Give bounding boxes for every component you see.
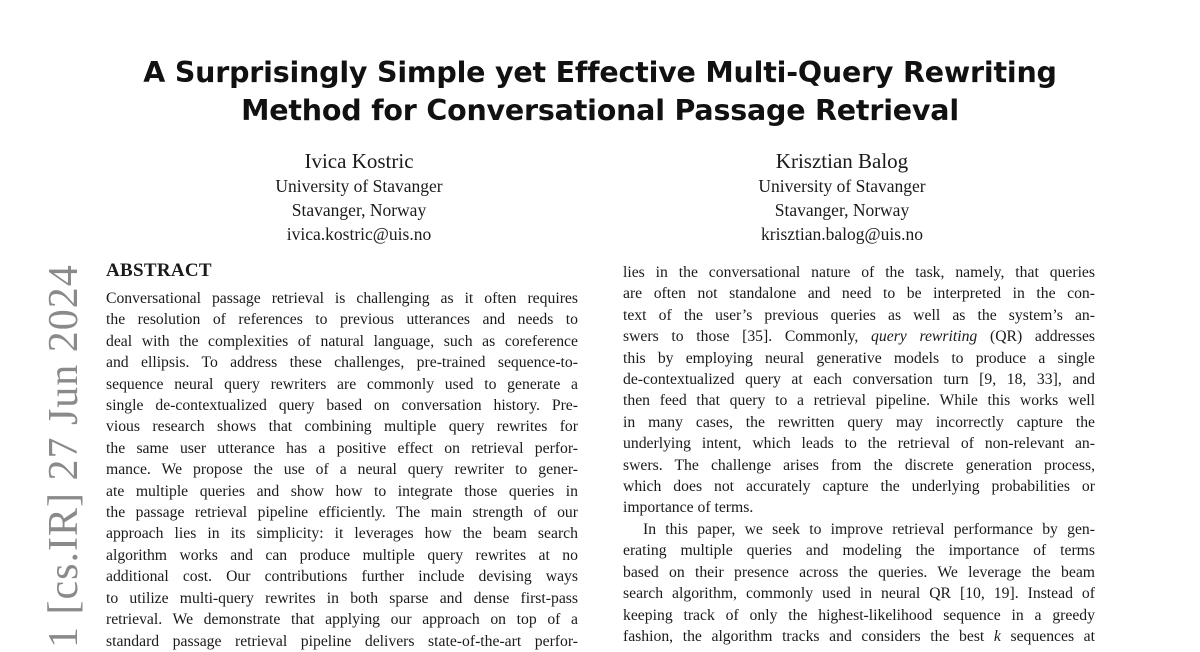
introduction-text [623,262,1095,647]
text-line: Conversational passage retrieval is challenging as it often requires [106,290,578,307]
text-line: the resolution of references to previous utterances and needs to [106,311,578,329]
author-affiliation: University of Stavanger [275,176,443,196]
author-name: Ivica Kostric [304,149,414,173]
text-line: vious research shows that combining multiple query rewrites for [106,418,578,436]
text-line: sequence neural query rewriters are commonly used to generate a [106,375,578,393]
text-line: search algorithm, commonly used in neural QR [10, 19]. Instead of [623,585,1095,603]
text-line: based on their presence across the queries. We leverage the beam [623,563,1095,581]
text-line: ate multiple queries and show how to integrate those queries in [106,482,578,500]
text-line: erating multiple queries and modeling the importance of terms [623,542,1095,560]
text-line: de-contextualized query at each conversation turn [9, 18, 33], and [623,371,1095,389]
title-line: A Surprisingly Simple yet Effective Multi-Query Rewriting [143,56,1057,89]
text-line: underlying intent, which leads to the retrieval of non-relevant an- [623,435,1095,453]
text-line: swers. The challenge arises from the discrete generation process, [623,456,1095,474]
text-line: then feed that query to a retrieval pipeline. While this works well [623,392,1095,410]
author-affiliation: University of Stavanger [758,176,926,196]
text-line [623,626,1095,647]
text-line: single de-contextualized query based on conversation history. Pre- [106,397,578,415]
text-line: standard passage retrieval pipeline delivers state-of-the-art perfor- [106,632,578,650]
text-line: lies in the conversational nature of the task, namely, that queries [623,264,1095,281]
author-location: Stavanger, Norway [774,200,910,220]
text-line: approach lies in its simplicity: it leverages how the beam search [106,525,578,543]
emphasis-text: query rewriting [871,328,978,346]
text-line: the passage retrieval pipeline efficiently. The main strength of our [106,504,578,522]
author-location: Stavanger, Norway [291,200,427,220]
abstract-text [106,288,578,652]
text-line: deal with the complexities of natural language, such as coreference [106,332,578,350]
text-line: keeping track of only the highest-likelihood sequence in a greedy [623,606,1095,624]
text-line: which does not accurately capture the underlying probabilities or [623,478,1095,496]
emphasis-text: k [993,627,1001,645]
text-line: importance of terms. [623,499,754,517]
author-block [209,148,509,246]
text-line: to utilize multi-query rewrites in both sparse and dense first-pass [106,589,578,607]
author-email: krisztian.balog@uis.no [761,224,923,244]
abstract-heading: ABSTRACT [106,260,212,281]
text-line: retrieval. We demonstrate that applying our approach on top of a [106,611,578,629]
text-span: swers to those [35]. Commonly, [623,328,859,346]
text-line: In this paper, we seek to improve retrieval performance by gen- [643,520,1095,538]
author-block [692,148,992,246]
paper-title [100,54,1100,130]
arxiv-stamp: 1 [cs.IR] 27 Jun 2024 [41,264,87,648]
text-line: in many cases, the rewritten query may incorrectly capture the [623,413,1095,431]
text-line: algorithm works and can produce multiple query rewrites at no [106,546,578,564]
text-span: sequences at [1010,627,1096,645]
text-line: this by employing neural generative models to produce a single [623,349,1095,367]
text-line: text of the user’s previous queries as well as the system’s an- [623,306,1095,324]
text-line: are often not standalone and need to be interpreted in the con- [623,285,1095,303]
text-line: and ellipsis. To address these challenges, pre-trained sequence-to- [106,354,578,372]
title-line: Method for Conversational Passage Retrieval [241,94,959,127]
text-line: additional cost. Our contributions further include devising ways [106,568,578,586]
text-span: fashion, the algorithm tracks and considers the best [623,627,985,645]
text-line: the same user utterance has a positive effect on retrieval perfor- [106,439,578,457]
author-name: Krisztian Balog [775,149,909,173]
text-line [623,326,1095,347]
author-email: ivica.kostric@uis.no [286,224,432,244]
text-line: mance. We propose the use of a neural query rewriter to gener- [106,461,578,479]
text-span: (QR) addresses [989,328,1096,346]
